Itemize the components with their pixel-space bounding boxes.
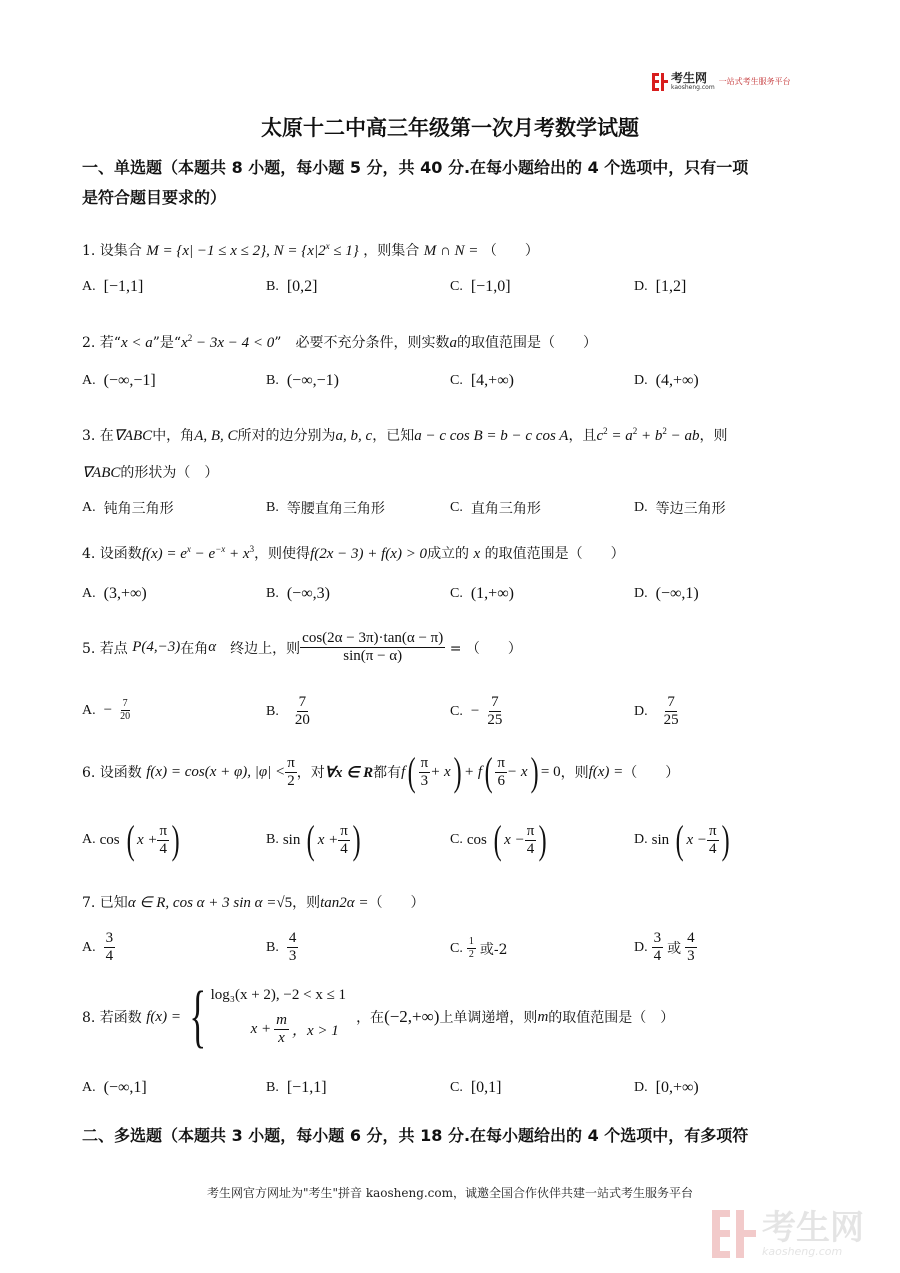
option-label: A. [82, 702, 96, 718]
question-4 [82, 539, 827, 564]
q2-option-c[interactable] [450, 372, 514, 390]
triangle: ∇ABC [82, 465, 121, 481]
expression: x − [686, 831, 707, 848]
variable: α [208, 639, 217, 655]
logo-domain: kaosheng.com [671, 84, 715, 91]
q1-option-a[interactable] [82, 278, 143, 296]
option-value: [0,1] [470, 1079, 502, 1096]
expression: x + [136, 831, 158, 848]
footer-note: 考生网官方网址为"考生"拼音 kaosheng.com，诚邀全国合作伙伴共建一站式考生服务平台 [206, 1186, 694, 1200]
equation-2: + b [637, 428, 663, 444]
expression: ，x > 1 [291, 1023, 339, 1039]
question-text: ，则集合 [363, 243, 420, 259]
option-value: [4,+∞) [470, 372, 514, 389]
kaosheng-logo-icon [652, 73, 668, 91]
fraction-denominator: 25 [487, 712, 503, 728]
option-value: (−∞,−1) [286, 372, 339, 389]
question-2 [82, 328, 827, 353]
option-fraction [652, 930, 664, 965]
expression: = 0 [540, 763, 561, 780]
option-label: A. [82, 373, 96, 388]
fraction-denominator: 3 [687, 948, 695, 964]
fraction-numerator: π [340, 822, 348, 839]
option-value: 等边三角形 [655, 501, 726, 517]
variable: x [473, 546, 481, 562]
condition-2: x [181, 335, 188, 351]
option-label: C. [450, 832, 463, 847]
q4-option-a[interactable] [82, 585, 147, 603]
q7-option-b[interactable] [266, 930, 298, 965]
question-text: ，已知 [372, 428, 415, 444]
question-number: 4. 设函数 [82, 546, 142, 562]
option-function: cos [466, 831, 487, 848]
option-label: C. [450, 940, 463, 956]
option-fraction [157, 823, 169, 858]
q3-option-d[interactable] [634, 498, 726, 518]
option-label: C. [450, 1080, 463, 1095]
option-extra: 或-2 [479, 941, 508, 958]
inequality: f(2x − 3) + f(x) > 0 [310, 546, 428, 562]
section-heading-line: 是符合题目要求的） [82, 188, 227, 207]
function-def: f(x) = e [141, 546, 187, 562]
equation-1: a − c cos B = b − c cos A [414, 428, 569, 444]
answer-blank: （ ） [482, 243, 539, 259]
question-text: ，则使得 [254, 546, 311, 562]
q3-option-a[interactable] [82, 498, 174, 518]
option-label: B. [266, 586, 279, 601]
question-text: 的取值范围是（ ） [548, 1010, 675, 1026]
answer-blank: （ ） [368, 895, 425, 911]
watermark [712, 1210, 864, 1258]
option-value: (−∞,1) [655, 585, 699, 602]
fraction-denominator: 4 [709, 840, 717, 857]
option-label: D. [634, 703, 648, 719]
option-fraction [487, 694, 502, 729]
question-text: ，则 [292, 895, 321, 911]
q2-option-a[interactable] [82, 372, 156, 390]
watermark-domain: kaosheng.com [762, 1245, 843, 1258]
piecewise-case-1: log₃(x + 2), −2 < x ≤ 1 [210, 987, 347, 1003]
fraction-numerator: 1 [468, 936, 474, 947]
angles: A, B, C [194, 428, 238, 444]
option-label: A. [82, 500, 96, 515]
q6-option-c[interactable] [450, 817, 550, 862]
fraction-numerator: 7 [298, 694, 307, 710]
question-text: ，则 [560, 765, 589, 781]
option-fraction-2 [685, 930, 697, 965]
answer-blank: = （ ） [449, 640, 522, 657]
option-label: B. [266, 500, 279, 515]
question-text: ，在 [356, 1010, 385, 1026]
option-label: D. [634, 279, 648, 294]
logo-slogan: 一站式考生服务平台 [718, 77, 791, 86]
fraction-numerator: π [709, 822, 717, 839]
fraction-denominator: 4 [340, 840, 348, 857]
question-number: 3. 在 [82, 428, 114, 444]
option-value: (−∞,−1] [103, 372, 156, 389]
header-logo [652, 72, 791, 91]
option-function: sin [651, 831, 670, 848]
question-text: 中，角 [152, 428, 195, 444]
option-fraction [338, 823, 350, 858]
option-label: C. [450, 500, 463, 515]
logo-text: 考生网 [671, 71, 708, 85]
option-label: D. [634, 500, 648, 515]
exponent: 2 [187, 333, 193, 343]
q4-option-d[interactable] [634, 585, 699, 603]
fraction-denominator: 4 [526, 840, 535, 857]
expression: + f [464, 763, 483, 780]
q6-option-b[interactable] [266, 817, 363, 862]
question-8 [82, 978, 827, 1055]
fraction-numerator: 3 [105, 930, 114, 946]
q8-option-a[interactable] [82, 1079, 147, 1097]
question-text: ，对 [296, 765, 325, 781]
option-fraction [120, 698, 130, 723]
exponent: 2 [603, 426, 608, 436]
target-expression: tan2α = [320, 895, 369, 911]
fraction-numerator: cos(2α − 3π)·tan(α − π) [302, 630, 444, 646]
option-label: B. [266, 832, 279, 847]
q3-option-c[interactable] [450, 498, 541, 518]
fraction-denominator: x [278, 1030, 285, 1046]
question-text: 的形状为（ ） [120, 465, 219, 481]
sqrt-5: √5 [276, 895, 293, 911]
q5-option-c[interactable] [450, 694, 502, 729]
variable: m [537, 1008, 549, 1025]
quantifier: ∀x ∈ R [324, 764, 374, 781]
q5-option-a[interactable] [82, 698, 130, 723]
question-7 [82, 893, 827, 913]
exponent: 2 [662, 426, 667, 436]
q4-option-c[interactable] [450, 585, 514, 603]
q5-option-d[interactable] [634, 694, 679, 729]
option-sign: − [103, 702, 113, 718]
exponent: 3 [249, 544, 255, 554]
variable: a [449, 335, 457, 351]
condition-2-tail: − 3x − 4 < 0 [192, 335, 275, 351]
option-extra: 或 [667, 940, 682, 957]
expression: x − [504, 831, 525, 848]
option-value: (−∞,3) [286, 585, 330, 602]
option-fraction [525, 823, 537, 858]
option-fraction [664, 694, 679, 729]
q8-option-d[interactable] [634, 1079, 699, 1097]
fraction-denominator: 3 [288, 948, 297, 964]
exponent: 2 [632, 426, 638, 436]
triangle: ∇ABC [113, 428, 153, 444]
q7-option-a[interactable] [82, 930, 115, 965]
set-m: M = {x| −1 ≤ x ≤ 2} [146, 243, 267, 259]
option-value: (−∞,1] [103, 1079, 147, 1096]
fraction-numerator: 4 [687, 930, 695, 946]
option-label: C. [450, 279, 463, 294]
option-label: C. [450, 703, 463, 719]
fraction-numerator: π [159, 822, 168, 839]
function-def: + x [225, 546, 250, 562]
section-heading-single-choice [82, 153, 822, 213]
q6-option-d[interactable] [634, 817, 732, 862]
option-fraction [287, 930, 299, 965]
paren-group: ( x + $\frac{\pi}{4}$ ) [307, 817, 361, 862]
question-text: 都有 [373, 765, 402, 781]
option-label: C. [450, 373, 463, 388]
answer-blank: （ ） [623, 765, 680, 781]
option-value: [−1,0] [470, 278, 511, 295]
question-text: 所对的边分别为 [237, 428, 336, 444]
question-text: 终边上，则 [216, 640, 301, 657]
paren-group: ( $\frac{\pi}{6}$ − x ) [484, 749, 539, 794]
question-5 [82, 630, 827, 665]
option-value: [1,2] [655, 278, 687, 295]
question-number: 5. 若点 [82, 640, 128, 657]
trig-fraction [300, 630, 445, 665]
question-text: ” 必要不充分条件，则实数 [274, 335, 450, 351]
expression: + x [430, 763, 451, 780]
fraction-numerator: 7 [122, 698, 128, 709]
exponent: −x [215, 544, 226, 554]
option-label: B. [266, 939, 279, 955]
fraction-numerator: m [276, 1012, 287, 1028]
question-1 [82, 236, 827, 261]
piecewise-function: { log₃(x + 2), −2 < x ≤ 1 x + $\frac{m}{x}$ ，x > 1 [189, 978, 347, 1055]
option-function: cos [99, 831, 120, 848]
q8-option-b[interactable] [266, 1079, 327, 1097]
option-label: B. [266, 373, 279, 388]
question-text: 上单调递增，则 [439, 1010, 538, 1026]
question-text: 成立的 [427, 546, 470, 562]
option-function: sin [282, 831, 301, 848]
option-value: 等腰直角三角形 [286, 501, 385, 517]
option-value: 钝角三角形 [103, 501, 174, 517]
point: P(4,−3) [132, 639, 181, 655]
set-n-exponent: x [325, 241, 330, 251]
question-text: 在角 [180, 640, 209, 657]
option-label: A. [82, 586, 96, 601]
condition-1: x < a [120, 335, 153, 351]
question-text: ，且 [568, 428, 597, 444]
m-over-x [274, 1012, 289, 1047]
option-sign: − [470, 703, 480, 719]
option-value: [−1,1] [103, 278, 144, 295]
option-value: [−1,1] [286, 1079, 327, 1096]
set-n: , N = {x|2 [266, 243, 326, 259]
watermark-text: 考生网 [762, 1208, 864, 1248]
section-heading-multi-choice: 二、多选题（本题共 3 小题，每小题 6 分，共 18 分.在每小题给出的 4 个选项中，有多项符 [82, 1126, 749, 1145]
q1-option-d[interactable] [634, 278, 686, 296]
pi-over-6 [495, 755, 507, 790]
option-label: A. [82, 279, 96, 294]
expression: − x [507, 763, 528, 780]
pi-over-2 [285, 755, 297, 790]
option-fraction [295, 694, 310, 729]
option-label: B. [266, 279, 279, 294]
function-def: − e [190, 546, 216, 562]
question-number: 6. 设函数 [82, 765, 142, 781]
option-label: B. [266, 703, 279, 719]
q7-option-d[interactable] [634, 930, 697, 965]
function-symbol: f(x) = [146, 1008, 181, 1025]
q6-option-a[interactable] [82, 817, 182, 862]
fraction-denominator: 4 [159, 840, 168, 857]
function-symbol: f(x) = [588, 763, 624, 780]
fraction-denominator: 2 [287, 772, 295, 789]
option-value: [0,2] [286, 278, 318, 295]
question-text: 的取值范围是（ ） [484, 546, 625, 562]
q5-option-b[interactable] [266, 694, 310, 729]
option-value: (1,+∞) [470, 585, 514, 602]
fraction-denominator: 4 [653, 948, 662, 964]
option-fraction [104, 930, 116, 965]
interval: (−2,+∞) [384, 1007, 440, 1026]
q3-option-b[interactable] [266, 498, 385, 518]
question-text: ”是“ [152, 335, 182, 351]
exponent: x [186, 544, 191, 554]
condition: α ∈ R, cos α + 3 sin α = [127, 895, 277, 911]
pi-over-3 [419, 755, 431, 790]
kaosheng-watermark-icon [712, 1210, 756, 1258]
fraction-numerator: 7 [667, 694, 675, 710]
question-3 [82, 421, 827, 446]
option-fraction [707, 823, 719, 858]
question-text: ，则 [699, 428, 728, 444]
q2-option-d[interactable] [634, 372, 699, 390]
fraction-numerator: π [526, 822, 535, 839]
option-label: A. [82, 832, 96, 847]
question-expression: M ∩ N = [423, 243, 479, 259]
question-number: 1. 设集合 [82, 243, 142, 259]
fraction-numerator: 7 [491, 694, 499, 710]
fraction-denominator: 6 [497, 772, 505, 789]
option-label: B. [266, 1080, 279, 1095]
fraction-numerator: π [287, 754, 295, 771]
paren-group: ( x + $\frac{\pi}{4}$ ) [126, 817, 180, 862]
fraction-denominator: 20 [294, 712, 310, 728]
option-value: [0,+∞) [655, 1079, 699, 1096]
page-title: 太原十二中高三年级第一次月考数学试题 [261, 116, 639, 140]
q7-option-c[interactable] [450, 936, 507, 961]
option-label: C. [450, 586, 463, 601]
section-heading-line: 一、单选题（本题共 8 小题，每小题 5 分，共 40 分.在每小题给出的 4 个选项中，只有一项 [82, 158, 749, 177]
fraction-denominator: 4 [105, 948, 114, 964]
piecewise-case-2 [211, 1012, 347, 1047]
option-value: 直角三角形 [470, 501, 541, 517]
function-symbol: f [401, 763, 406, 780]
option-label: D. [634, 373, 648, 388]
option-label: D. [634, 1080, 648, 1095]
equation-2: c [596, 428, 604, 444]
fraction-denominator: 3 [420, 772, 429, 789]
fraction-numerator: 3 [653, 930, 662, 946]
fraction-denominator: 20 [120, 711, 131, 722]
fraction-numerator: 4 [288, 930, 297, 946]
equation-2: = a [607, 428, 633, 444]
fraction-numerator: π [497, 754, 505, 771]
option-label: A. [82, 1080, 96, 1095]
expression: x + [317, 831, 339, 848]
q4-option-b[interactable] [266, 585, 330, 603]
q1-option-c[interactable] [450, 278, 511, 296]
paren-group: ( x − $\frac{\pi}{4}$ ) [493, 817, 547, 862]
fraction-numerator: π [420, 754, 429, 771]
option-value: (4,+∞) [655, 372, 699, 389]
sides: a, b, c [335, 428, 373, 444]
question-number: 2. 若“ [82, 335, 121, 351]
expression: x + [250, 1021, 272, 1037]
q1-option-b[interactable] [266, 278, 318, 296]
fraction-denominator: 2 [468, 949, 474, 960]
q8-option-c[interactable] [450, 1079, 502, 1097]
question-number: 7. 已知 [82, 895, 128, 911]
option-label: D. [634, 586, 648, 601]
fraction-denominator: 25 [663, 712, 679, 728]
equation-2: − ab [666, 428, 700, 444]
option-value: (3,+∞) [103, 585, 147, 602]
question-6 [82, 749, 827, 794]
q2-option-b[interactable] [266, 372, 339, 390]
paren-group: ( x − $\frac{\pi}{4}$ ) [675, 817, 730, 862]
option-label: D. [634, 832, 648, 847]
question-3-line-2 [82, 463, 827, 483]
option-label: D. [634, 939, 648, 955]
function-def: f(x) = cos(x + φ), |φ| < [146, 763, 286, 780]
question-number: 8. 若函数 [82, 1010, 142, 1026]
option-label: A. [82, 939, 96, 955]
paren-group: ( $\frac{\pi}{3}$ + x ) [407, 749, 462, 794]
set-n-tail: ≤ 1} [329, 243, 359, 259]
option-fraction [467, 936, 476, 961]
fraction-denominator: sin(π − α) [343, 648, 403, 664]
question-text: 的取值范围是（ ） [456, 335, 597, 351]
